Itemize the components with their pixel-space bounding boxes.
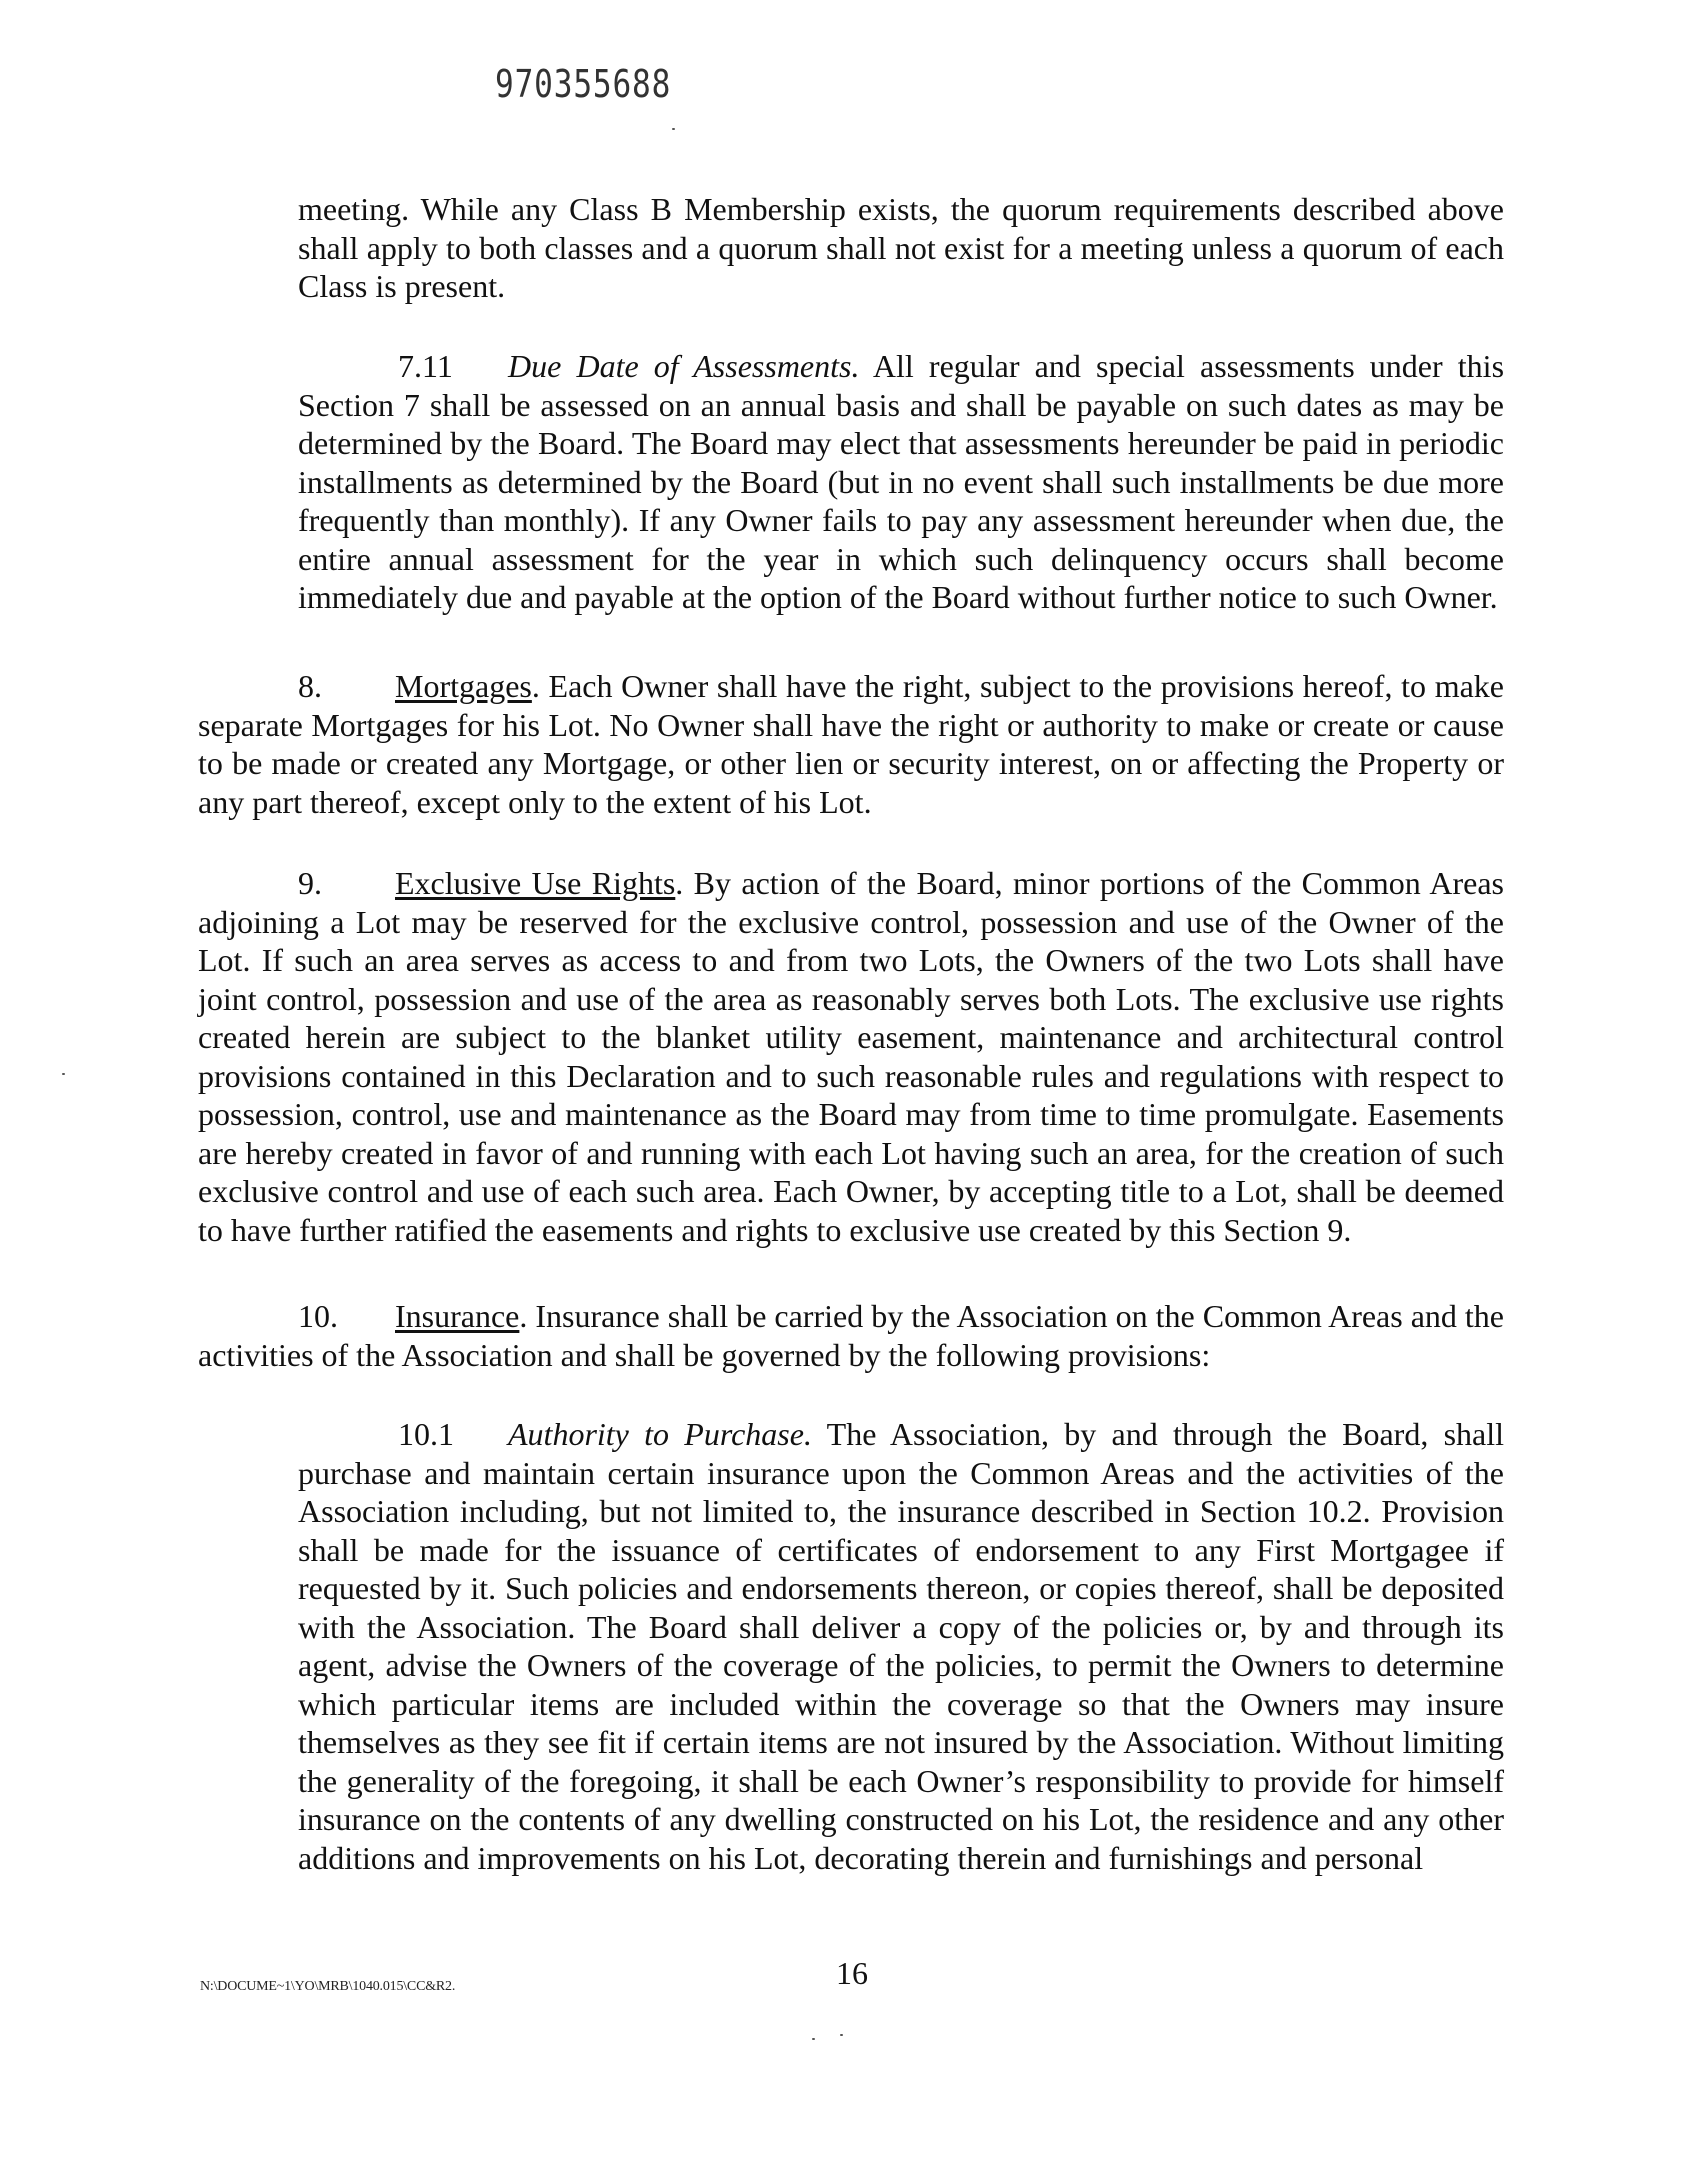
- section-text: . Insurance shall be carried by the Association on the Common Areas and the activities of the Association and shall be governed by the following provisions:: [198, 1298, 1504, 1373]
- section-number: 8.: [298, 668, 322, 704]
- section-number: 10.: [298, 1298, 338, 1334]
- section-heading: Exclusive Use Rights: [395, 865, 676, 901]
- section-number: 9.: [298, 865, 322, 901]
- section-text: All regular and special assessments under this Section 7 shall be assessed on an annual basis and shall be payable on such dates as may be determined by the Board. The Board may elect that assessments hereunder be paid in periodic installments as determined by the Board (but in no event shall such installments be due more frequently than monthly). If any Owner fails to pay any assessment hereunder when due, the entire annual assessment for the year in which such delinquency occurs shall become immediately due and payable at the option of the Board without further notice to such Owner.: [298, 348, 1505, 615]
- section-heading: Mortgages: [395, 668, 532, 704]
- scan-speck: [672, 128, 675, 130]
- section-10-1: [298, 1415, 1504, 1877]
- section-number: 10.1: [398, 1416, 454, 1452]
- continuation-paragraph: [298, 190, 1504, 306]
- section-10: [198, 1297, 1504, 1374]
- section-heading: Insurance: [395, 1298, 520, 1334]
- scan-speck: [840, 2034, 843, 2036]
- scan-speck: [62, 1073, 65, 1075]
- document-stamp: 970355688: [495, 62, 672, 106]
- section-text: The Association, by and through the Board, shall purchase and maintain certain insurance upon the Common Areas and the activities of the Association including, but not limited to, the insurance described in Section 10.2. Provision shall be made for the issuance of certificates of endorsement to any First Mortgagee if requested by it. Such policies and endorsements thereon, or copies thereof, shall be deposited with the Association. The Board shall deliver a copy of the policies or, by and through its agent, advise the Owners of the coverage of the policies, to permit the Owners to determine which particular items are included within the coverage so that the Owners may insure themselves as they see fit if certain items are not insured by the Association. Without limiting the generality of the foregoing, it shall be each Owner’s responsibility to provide for himself insurance on the contents of any dwelling constructed on his Lot, the residence and any other additions and improvements on his Lot, decorating therein and furnishings and personal: [298, 1416, 1505, 1876]
- section-heading: Authority to Purchase.: [508, 1416, 812, 1452]
- scan-speck: [812, 2038, 815, 2040]
- page-number: 16: [836, 1955, 868, 1991]
- footer-file-path: N:\DOCUME~1\YO\MRB\1040.015\CC&R2.: [200, 1979, 456, 1994]
- section-number: 7.11: [398, 348, 453, 384]
- section-9: [198, 864, 1504, 1249]
- section-8: [198, 667, 1504, 821]
- section-text: . Each Owner shall have the right, subject to the provisions hereof, to make separate Mortgages for his Lot. No Owner shall have the right or authority to make or create or cause to be made or created any Mortgage, or other lien or security interest, on or affecting the Property or any part thereof, except only to the extent of his Lot.: [198, 668, 1504, 820]
- paragraph-text: meeting. While any Class B Membership exists, the quorum requirements described above shall apply to both classes and a quorum shall not exist for a meeting unless a quorum of each Class is present.: [298, 191, 1504, 304]
- section-7-11: [298, 347, 1504, 617]
- section-heading: Due Date of Assessments.: [508, 348, 860, 384]
- section-text: . By action of the Board, minor portions of the Common Areas adjoining a Lot may be reserved for the exclusive control, possession and use of the Owner of the Lot. If such an area serves as access to and from two Lots, the Owners of the two Lots shall have joint control, possession and use of the area as reasonably serves both Lots. The exclusive use rights created herein are subject to the blanket utility easement, maintenance and architectural control provisions contained in this Declaration and to such reasonable rules and regulations with respect to possession, control, use and maintenance as the Board may from time to time promulgate. Easements are hereby created in favor of and running with each Lot having such an area, for the creation of such exclusive control and use of each such area. Each Owner, by accepting title to a Lot, shall be deemed to have further ratified the easements and rights to exclusive use created by this Section 9.: [198, 865, 1505, 1248]
